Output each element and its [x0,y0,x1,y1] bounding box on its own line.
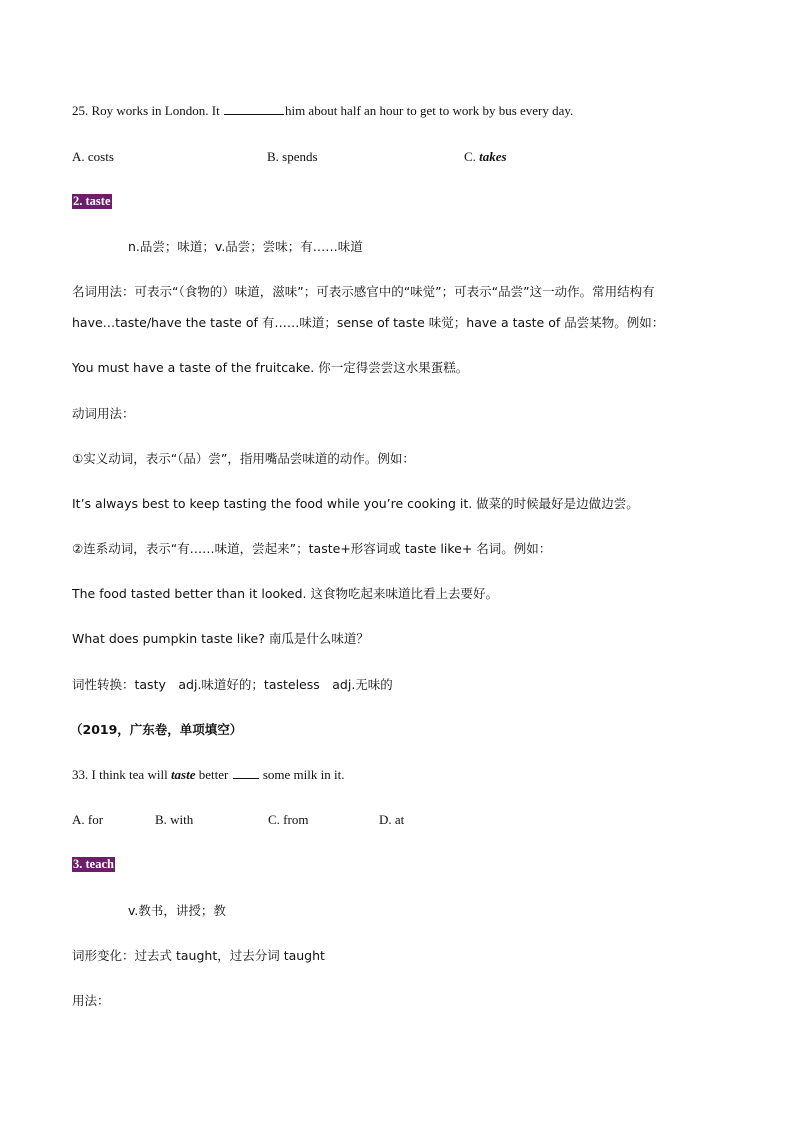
question-text-middle: better [198,767,229,782]
taste-noun-usage-line2: have…taste/have the taste of 有……味道；sense of taste 味觉；have a taste of 品尝某物。例如： [72,315,665,330]
option-b: B. spends [267,149,318,164]
question-keyword: taste [170,767,196,782]
answer-blank [233,767,259,779]
option-c-word: takes [479,149,507,164]
taste-example-1: You must have a taste of the fruitcake. 你一定得尝尝这水果蛋糕。 [72,360,469,375]
answer-blank [224,103,284,115]
question-text-before: 33. I think tea will [72,767,168,782]
option-a: A. for [72,812,104,827]
taste-verb-usage-1: ①实义动词，表示“（品）尝”，指用嘴品尝味道的动作。例如： [72,451,415,466]
option-c-prefix: C. [464,149,476,164]
taste-word-conversion: 词性转换：tasty adj.味道好的；tasteless adj.无味的 [72,677,393,692]
taste-example-4: What does pumpkin taste like? 南瓜是什么味道？ [72,631,369,646]
taste-verb-usage-2: ②连系动词，表示“有……味道，尝起来”；taste+形容词或 taste like+ 名词。例如： [72,541,552,556]
question-text-before: Roy works in London. It [91,103,220,118]
teach-part-of-speech: v.教书，讲授；教 [128,903,226,918]
taste-part-of-speech: n.品尝；味道；v.品尝；尝味；有……味道 [128,239,363,254]
question-text-after: some milk in it. [262,767,345,782]
question-number: 25. [72,103,89,118]
section-heading-teach: 3. teach [73,857,114,871]
option-c: C. from [268,812,309,827]
section-heading-taste: 2. taste [73,194,111,208]
option-d: D. at [379,812,405,827]
taste-example-3: The food tasted better than it looked. 这食物吃起来味道比看上去要好。 [72,586,498,601]
option-a: A. costs [72,149,114,164]
exam-source: （2019，广东卷，单项填空） [70,722,243,737]
option-b: B. with [155,812,194,827]
question-33 [72,766,344,784]
teach-word-forms: 词形变化：过去式 taught，过去分词 taught [72,948,325,963]
taste-verb-usage-title: 动词用法： [72,406,135,421]
option-c [464,148,507,166]
teach-usage-title: 用法： [72,993,110,1008]
question-25 [72,102,573,120]
taste-noun-usage-line1: 名词用法：可表示“（食物的）味道，滋味”；可表示感官中的“味觉”；可表示“品尝”这一动作。常用结构有 [72,284,655,299]
taste-example-2: It’s always best to keep tasting the food while you’re cooking it. 做菜的时候最好是边做边尝。 [72,496,639,511]
question-text-after: him about half an hour to get to work by bus every day. [284,103,574,118]
